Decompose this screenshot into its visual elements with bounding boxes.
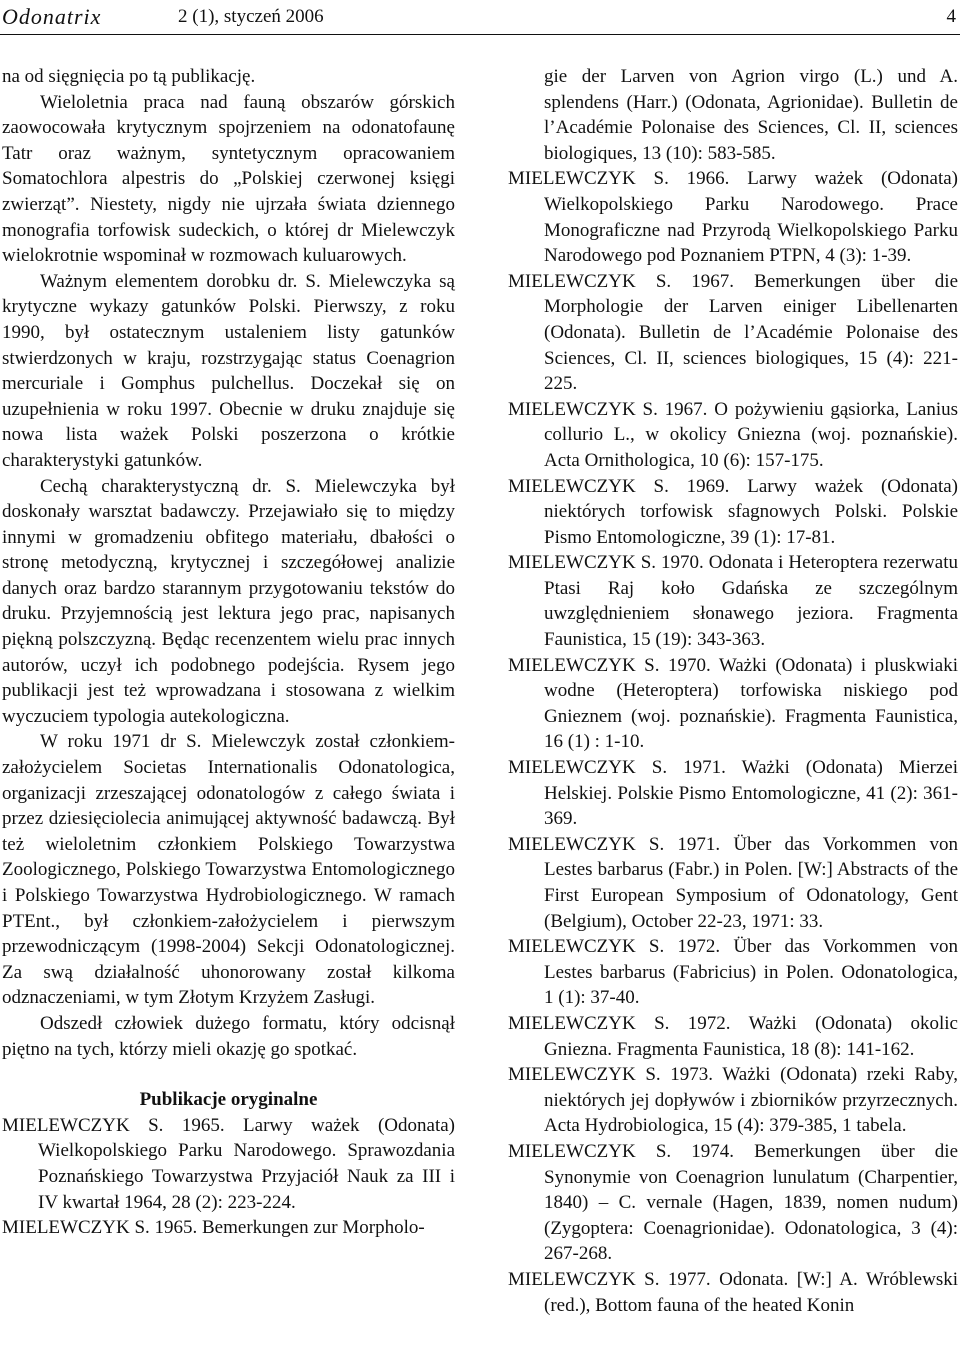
reference-entry: MIELEWCZYK S. 1967. Bemerkungen über die Morphologie der Larven einiger Libellenarten (Odonata). Bulletin de l’Académie Polonaise des Sciences, Cl. II, sciences biologiques, 15 (4): 221-225. (508, 270, 958, 395)
reference-entry: MIELEWCZYK S. 1970. Ważki (Odonata) i pluskwiaki wodne (Heteroptera) torfowiska niskiego pod Gnieznem (woj. poznańskie). Fragmenta Faunistica, 16 (1) : 1-10. (508, 654, 958, 753)
paragraph: Wieloletnia praca nad fauną obszarów górskich zaowocowała krytycznym spojrzeniem na odonatofaunę Tatr oraz ważnym, syntetycznym opracowaniem Somatochlora alpestris do „Polskiej czerwonej księgi zwierząt”. Niestety, nigdy nie ujrzała świata dziennego monografia torfowisk sudeckich, o której dr Mielewczyk wielokrotnie wspominał w rozmowach kuluarowych. (2, 91, 455, 267)
reference-entry: MIELEWCZYK S. 1965. Larwy ważek (Odonata) Wielkopolskiego Parku Narodowego. Sprawozdania Poznańskiego Towarzystwa Przyjaciół Nauk za III i IV kwartał 1964, 28 (2): 223-224. (2, 1114, 455, 1213)
header-rule (0, 34, 960, 35)
left-column (2, 64, 455, 1241)
reference-continuation: gie der Larven von Agrion virgo (L.) und A. splendens (Harr.) (Odonata, Agrionidae). Bulletin de l’Académie Polonaise des Sciences, Cl. II, sciences biologiques, 13 (10): 583-585. (544, 66, 958, 164)
reference-entry: MIELEWCZYK S. 1965. Bemerkungen zur Morpholo- (2, 1217, 425, 1239)
journal-title: Odonatrix (2, 4, 102, 29)
paragraph: W roku 1971 dr S. Mielewczyk został członkiem-założycielem Societas Internationalis Odonatologica, organizacji zrzeszającej odonatologów z całego świata i przez dziesięciolecia animującej aktywność badawczą. Był też wieloletnim członkiem Polskiego Towarzystwa Zoologicznego, Polskiego Towarzystwa Entomologicznego i Polskiego Towarzystwa Hydrobiologicznego. W ramach PTEnt., był członkiem-założycielem i pierwszym przewodniczącym (1998-2004) Sekcji Odonatologicznej. Za swą działalność uhonorowany został kilkoma odznaczeniami, w tym Złotym Krzyżem Zasługi. (2, 731, 455, 1009)
reference-entry: MIELEWCZYK S. 1966. Larwy ważek (Odonata) Wielkopolskiego Parku Narodowego. Prace Monograficzne nad Przyrodą Wielkopolskiego Parku Narodowego pod Poznaniem PTPN, 4 (3): 1-39. (508, 168, 958, 267)
paragraph: Odszedł człowiek dużego formatu, który odcisnął piętno na tych, którzy mieli okazję go spotkać. (2, 1012, 455, 1060)
reference-entry: MIELEWCZYK S. 1973. Ważki (Odonata) rzeki Raby, niektórych jej dopływów i zbiorników przyrzecznych. Acta Hydrobiologica, 15 (4): 379-385, 1 tabela. (508, 1064, 958, 1137)
issue-info: 2 (1), styczeń 2006 (178, 6, 324, 27)
reference-entry: MIELEWCZYK S. 1971. Über das Vorkommen von Lestes barbarus (Fabr.) in Polen. [W:] Abstracts of the First European Symposium of Odonatology, Gent (Belgium), October 22-23, 1971: 33. (508, 833, 958, 932)
reference-entry: MIELEWCZYK S. 1972. Über das Vorkommen von Lestes barbarus (Fabricius) in Polen. Odonatologica, 1 (1): 37-40. (508, 936, 958, 1009)
section-title: Publikacje oryginalne (139, 1089, 318, 1111)
reference-entry: MIELEWCZYK S. 1970. Odonata i Heteroptera rezerwatu Ptasi Raj koło Gdańska ze szczególnym uwzględnieniem słonawego jeziora. Fragmenta Faunistica, 15 (19): 343-363. (508, 552, 958, 651)
reference-entry: MIELEWCZYK S. 1969. Larwy ważek (Odonata) niektórych torfowisk sfagnowych Polski. Polskie Pismo Entomologiczne, 39 (1): 17-81. (508, 475, 958, 548)
page-number: 4 (946, 6, 956, 27)
paragraph: Cechą charakterystyczną dr. S. Mielewczyka był doskonały warsztat badawczy. Przejawiało się to między innymi w gromadzeniu obfitego materiału, dbałości o stronę metodyczną, krytycznej i szczegółowej analizie danych oraz bardzo starannym przygotowaniu tekstów do druku. Przyjemnością jest lektura jego prac, napisanych piękną polszczyzną. Będąc recenzentem wielu prac innych autorów, uczył ich podobnego podejścia. Rysem jego publikacji jest też wprowadzana i stosowana z wielkim wyczuciem typologia autekologiczna. (2, 475, 455, 727)
paragraph: na od sięgnięcia po tą publikację. (2, 66, 256, 87)
reference-entry: MIELEWCZYK S. 1967. O pożywieniu gąsiorka, Lanius collurio L., w okolicy Gniezna (woj. poznańskie). Acta Ornithologica, 10 (6): 157-175. (508, 398, 958, 471)
reference-entry: MIELEWCZYK S. 1971. Ważki (Odonata) Mierzei Helskiej. Polskie Pismo Entomologiczne, 41 (2): 361-369. (508, 757, 958, 830)
right-column (508, 64, 958, 1318)
reference-entry: MIELEWCZYK S. 1972. Ważki (Odonata) okolic Gniezna. Fragmenta Faunistica, 18 (8): 141-162. (508, 1012, 958, 1060)
paragraph: Ważnym elementem dorobku dr. S. Mielewczyka są krytyczne wykazy gatunków Polski. Pierwszy, z roku 1990, był ostatecznym ustaleniem listy gatunków stwierdzonych w kraju, rozstrzygając status Coenagrion mercuriale i Gomphus pulchellus. Doczekał się on uzupełnienia w roku 1997. Obecnie w druku znajduje się nowa lista ważek Polski poszerzona o krótkie charakterystyki gatunków. (2, 270, 455, 471)
reference-entry: MIELEWCZYK S. 1977. Odonata. [W:] A. Wróblewski (red.), Bottom fauna of the heated Konin (508, 1268, 958, 1316)
reference-entry: MIELEWCZYK S. 1974. Bemerkungen über die Synonymie von Coenagrion lunulatum (Charpentier, 1840) – C. vernale (Hagen, 1839, nomen nudum) (Zygoptera: Coenagrionidae). Odonatologica, 3 (4): 267-268. (508, 1140, 958, 1265)
page-header (0, 0, 960, 38)
